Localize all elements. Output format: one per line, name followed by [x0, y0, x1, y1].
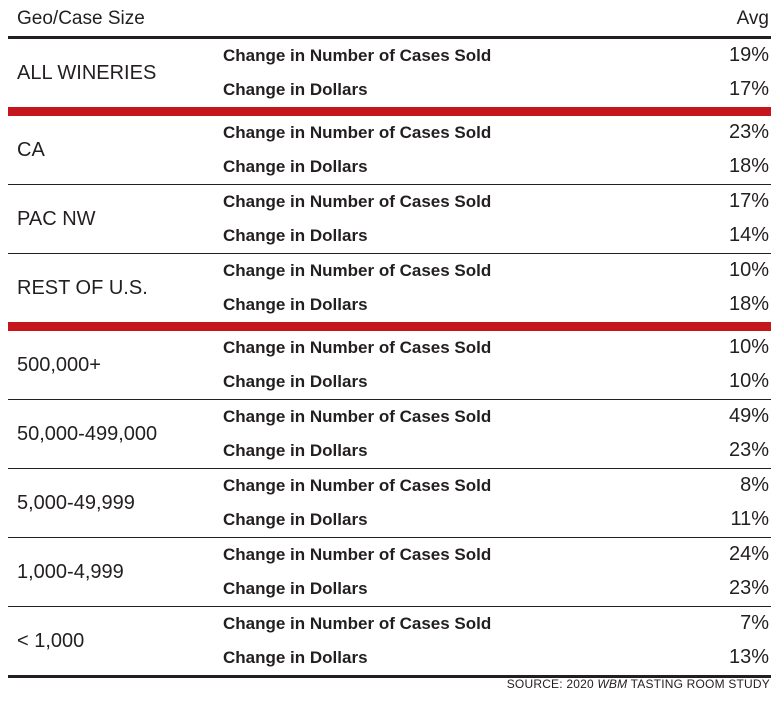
metric-label: Change in Number of Cases Sold [223, 476, 492, 495]
metric-label: Change in Number of Cases Sold [223, 338, 492, 357]
table-row [8, 538, 771, 572]
table-row [8, 434, 771, 468]
avg-value: 10% [728, 370, 769, 392]
table-row [8, 572, 771, 606]
geo-label: 5,000-49,999 [17, 492, 135, 514]
table-row [8, 219, 771, 253]
avg-value: 18% [728, 293, 769, 315]
metric-label: Change in Number of Cases Sold [223, 545, 492, 564]
avg-value: 17% [728, 78, 769, 100]
table-row-group [8, 116, 771, 184]
metric-label: Change in Dollars [223, 295, 368, 314]
geo-label: REST OF U.S. [17, 277, 148, 299]
geo-label: 500,000+ [17, 354, 101, 376]
table-row-group [8, 538, 771, 606]
geo-label: 1,000-4,999 [17, 561, 124, 583]
table-row [8, 288, 771, 322]
metric-label: Change in Dollars [223, 510, 368, 529]
table-row-group [8, 400, 771, 468]
data-table [8, 0, 771, 678]
metric-label: Change in Number of Cases Sold [223, 123, 492, 142]
table-row [8, 503, 771, 537]
table-row-group [8, 469, 771, 537]
avg-value: 18% [728, 155, 769, 177]
avg-value: 14% [728, 224, 769, 246]
avg-value: 11% [730, 508, 769, 530]
table-row-group [8, 607, 771, 675]
table-row [8, 641, 771, 675]
avg-value: 23% [728, 439, 769, 461]
table-row [8, 400, 771, 434]
table-row [8, 254, 771, 288]
avg-value: 7% [740, 612, 769, 634]
avg-value: 17% [728, 190, 769, 212]
metric-label: Change in Number of Cases Sold [223, 261, 492, 280]
metric-label: Change in Number of Cases Sold [223, 46, 492, 65]
geo-label: ALL WINERIES [17, 62, 157, 84]
red-divider [8, 107, 771, 116]
avg-value: 23% [728, 577, 769, 599]
metric-label: Change in Number of Cases Sold [223, 614, 492, 633]
table-row-group [8, 185, 771, 253]
metric-label: Change in Number of Cases Sold [223, 407, 492, 426]
table-row-group [8, 254, 771, 322]
table-row [8, 469, 771, 503]
table-row [8, 150, 771, 184]
metric-label: Change in Number of Cases Sold [223, 192, 492, 211]
avg-value: 10% [728, 259, 769, 281]
metric-label: Change in Dollars [223, 441, 368, 460]
metric-label: Change in Dollars [223, 157, 368, 176]
table-row [8, 607, 771, 641]
avg-value: 24% [728, 543, 769, 565]
avg-value: 13% [728, 646, 769, 668]
table-header [8, 0, 771, 39]
metric-label: Change in Dollars [223, 579, 368, 598]
avg-value: 19% [728, 44, 769, 66]
header-geo-case-size: Geo/Case Size [17, 8, 145, 29]
metric-label: Change in Dollars [223, 80, 368, 99]
geo-label: < 1,000 [17, 630, 85, 652]
avg-value: 8% [740, 474, 769, 496]
table-row-group [8, 331, 771, 399]
geo-label: CA [17, 139, 45, 161]
table-row [8, 331, 771, 365]
metric-label: Change in Dollars [223, 226, 368, 245]
table-row [8, 39, 771, 73]
metric-label: Change in Dollars [223, 372, 368, 391]
avg-value: 23% [728, 121, 769, 143]
table-row [8, 365, 771, 399]
red-divider [8, 322, 771, 331]
geo-label: PAC NW [17, 208, 96, 230]
header-avg: Avg [736, 8, 769, 29]
table-row [8, 116, 771, 150]
source-prefix: SOURCE: 2020 [506, 677, 598, 691]
table-body [8, 39, 771, 678]
metric-label: Change in Dollars [223, 648, 368, 667]
avg-value: 49% [728, 405, 769, 427]
source-note [507, 677, 770, 691]
geo-label: 50,000-499,000 [17, 423, 158, 445]
table-row [8, 185, 771, 219]
source-suffix: TASTING ROOM STUDY [627, 677, 770, 691]
table-row-group [8, 39, 771, 107]
avg-value: 10% [728, 336, 769, 358]
table-row [8, 73, 771, 107]
source-italic: WBM [597, 677, 628, 691]
